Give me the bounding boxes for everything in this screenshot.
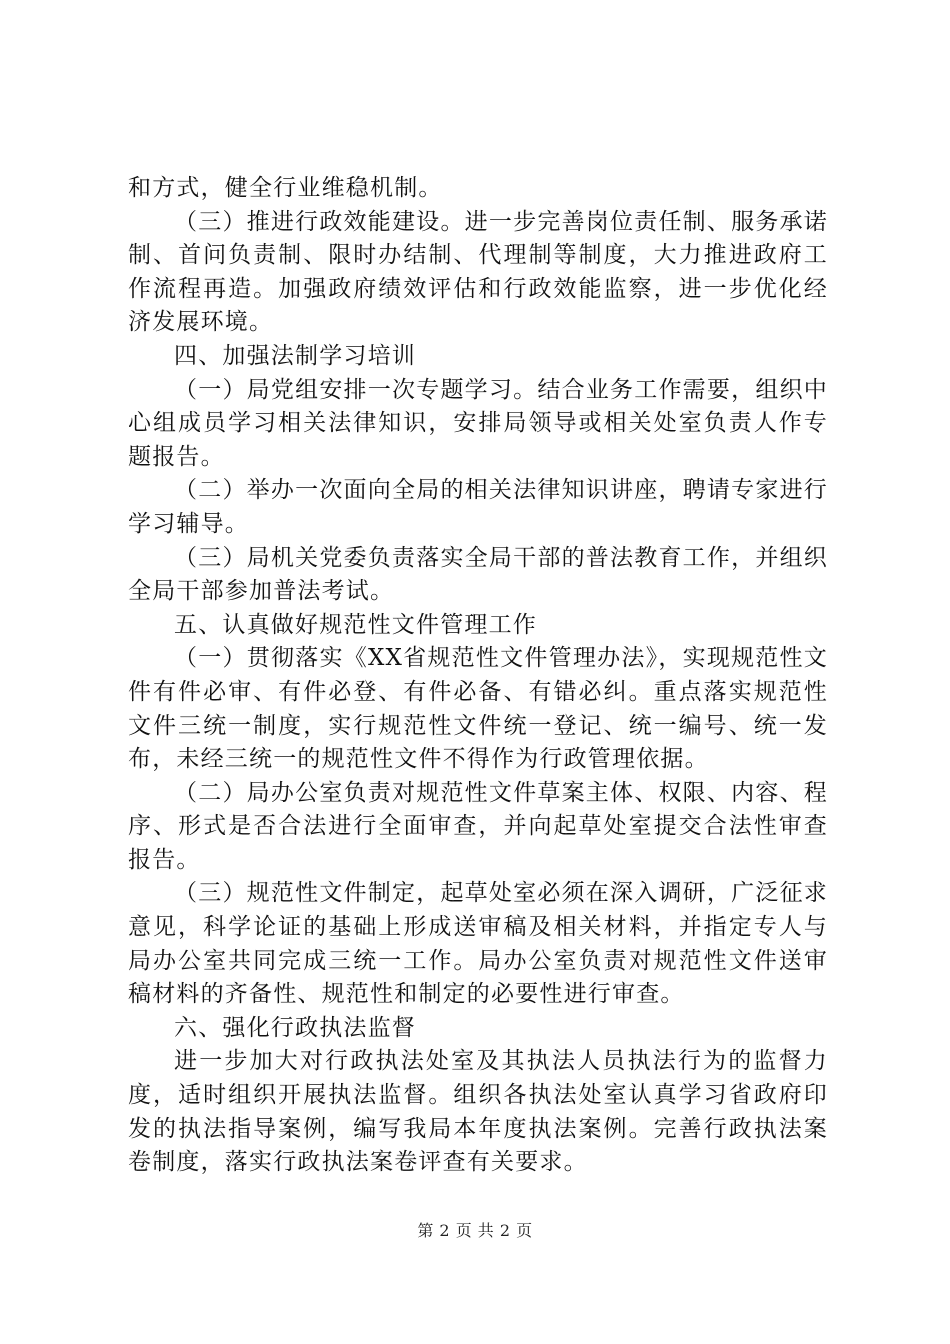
paragraph-continuation: 和方式，健全行业维稳机制。: [128, 175, 443, 201]
paragraph-normative-1: （一）贯彻落实《XX省规范性文件管理办法》，实现规范性文件有件必审、有件必登、有件必备、有错必纠。重点落实规范性文件三统一制度，实行规范性文件统一登记、统一编号、统一发布，未经三统一的规范性文件不得作为行政管理依据。: [128, 645, 828, 773]
document-body: [128, 172, 828, 1180]
paragraph-normative-2: （二）局办公室负责对规范性文件草案主体、权限、内容、程序、形式是否合法进行全面审查，并向起草处室提交合法性审查报告。: [128, 779, 828, 873]
paragraph-normative-3: （三）规范性文件制定，起草处室必须在深入调研，广泛征求意见，科学论证的基础上形成送审稿及相关材料，并指定专人与局办公室共同完成三统一工作。局办公室负责对规范性文件送审稿材料的齐备性、规范性和制定的必要性进行审查。: [128, 880, 828, 1008]
paragraph-study-2: （二）举办一次面向全局的相关法律知识讲座，聘请专家进行学习辅导。: [128, 477, 828, 537]
paragraph-study-1: （一）局党组安排一次专题学习。结合业务工作需要，组织中心组成员学习相关法律知识，安排局领导或相关处室负责人作专题报告。: [128, 376, 828, 470]
paragraph-efficiency: （三）推进行政效能建设。进一步完善岗位责任制、服务承诺制、首问负责制、限时办结制、代理制等制度，大力推进政府工作流程再造。加强政府绩效评估和行政效能监察，进一步优化经济发展环境。: [128, 208, 828, 336]
section-heading-5: 五、认真做好规范性文件管理工作: [174, 611, 537, 638]
paragraph-supervision: 进一步加大对行政执法处室及其执法人员执法行为的监督力度，适时组织开展执法监督。组织各执法处室认真学习省政府印发的执法指导案例，编写我局本年度执法案例。完善行政执法案卷制度，落实行政执法案卷评查有关要求。: [128, 1048, 828, 1176]
paragraph-study-3: （三）局机关党委负责落实全局干部的普法教育工作，并组织全局干部参加普法考试。: [128, 544, 828, 605]
section-heading-6: 六、强化行政执法监督: [174, 1014, 416, 1041]
section-heading-4: 四、加强法制学习培训: [174, 342, 416, 369]
page-number-footer: 第 2 页 共 2 页: [417, 1221, 533, 1240]
